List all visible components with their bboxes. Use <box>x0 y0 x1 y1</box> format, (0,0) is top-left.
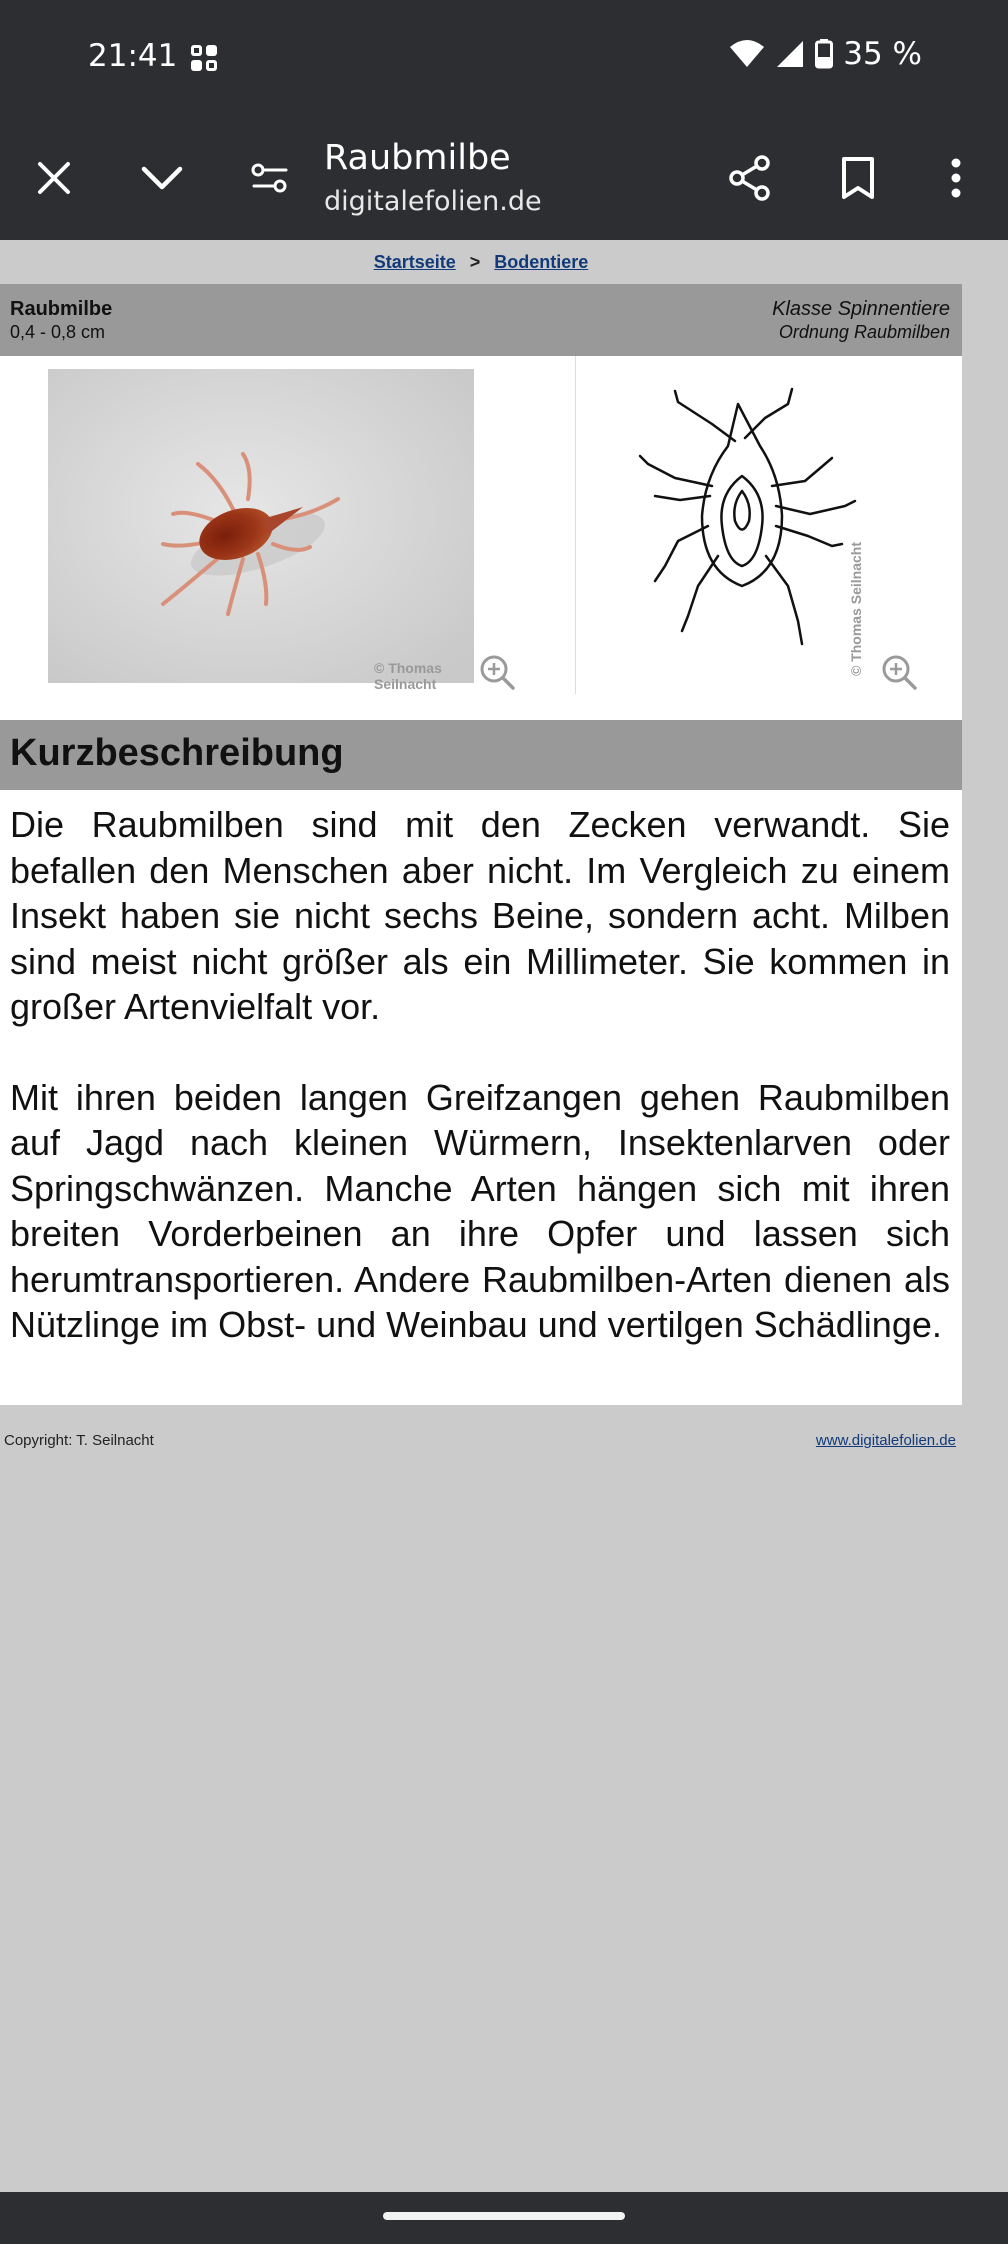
more-vert-icon[interactable] <box>928 150 984 206</box>
breadcrumb-home-link[interactable]: Startseite <box>373 251 456 272</box>
mite-drawing[interactable] <box>620 386 870 676</box>
browser-toolbar <box>0 116 1008 240</box>
breadcrumb <box>0 240 962 284</box>
species-size: 0,4 - 0,8 cm <box>10 322 106 342</box>
battery-icon <box>815 39 833 69</box>
navigation-bar <box>0 2192 1008 2244</box>
battery-percentage: 35 % <box>843 36 922 72</box>
grid-icon <box>190 44 218 72</box>
species-class: Klasse Spinnentiere <box>772 298 950 320</box>
web-page <box>0 240 1008 2192</box>
wifi-icon <box>729 39 765 69</box>
image-divider <box>575 356 576 694</box>
species-info-bar <box>0 284 962 356</box>
page-url[interactable]: digitalefolien.de <box>324 186 542 217</box>
mite-photo[interactable] <box>48 369 474 692</box>
gesture-handle[interactable] <box>383 2212 625 2220</box>
signal-icon <box>775 39 805 69</box>
zoom-in-icon[interactable] <box>880 653 918 691</box>
footer-site-link[interactable]: www.digitalefolien.de <box>815 1432 956 1449</box>
tune-icon[interactable] <box>242 150 298 206</box>
zoom-in-icon[interactable] <box>478 653 516 691</box>
chevron-down-icon[interactable] <box>134 150 190 206</box>
bookmark-icon[interactable] <box>830 150 886 206</box>
description-paragraph: Mit ihren beiden langen Greifzangen gehen Raubmilben auf Jagd nach kleinen Würmern, Insektenlarven oder Springschwänzen. Manche Arten hängen sich mit ihren breiten Vorderbeinen an ihre Opfer und lassen sich herumtransportieren. Andere Raubmilben-Arten dienen als Nützlinge im Obst- und Weinbau und vertilgen Schädlinge. <box>10 1076 950 1345</box>
breadcrumb-category-link[interactable]: Bodentiere <box>494 251 589 272</box>
share-icon[interactable] <box>722 150 778 206</box>
status-bar <box>0 0 1008 116</box>
mite-photo-image <box>48 369 474 683</box>
photo-credit: © Thomas Seilnacht <box>374 660 442 692</box>
drawing-credit: © Thomas Seilnacht <box>848 541 864 676</box>
section-heading <box>0 720 962 790</box>
status-indicators <box>729 36 922 72</box>
species-name: Raubmilbe <box>10 298 113 320</box>
section-heading-text: Kurzbeschreibung <box>10 732 344 774</box>
close-icon[interactable] <box>26 150 82 206</box>
description-paragraph: Die Raubmilben sind mit den Zecken verwandt. Sie befallen den Menschen aber nicht. Im Vergleich zu einem Insekt haben sie nicht sechs Beine, sondern acht. Milben sind meist nicht größer als ein Millimeter. Sie kommen in großer Artenvielfalt vor. <box>10 804 950 1027</box>
species-order: Ordnung Raubmilben <box>778 322 950 342</box>
copyright-text: Copyright: T. Seilnacht <box>4 1432 154 1449</box>
breadcrumb-separator: > <box>469 251 481 272</box>
page-title: Raubmilbe <box>324 138 511 178</box>
description-text <box>0 790 962 1405</box>
status-time: 21:41 <box>88 38 178 74</box>
